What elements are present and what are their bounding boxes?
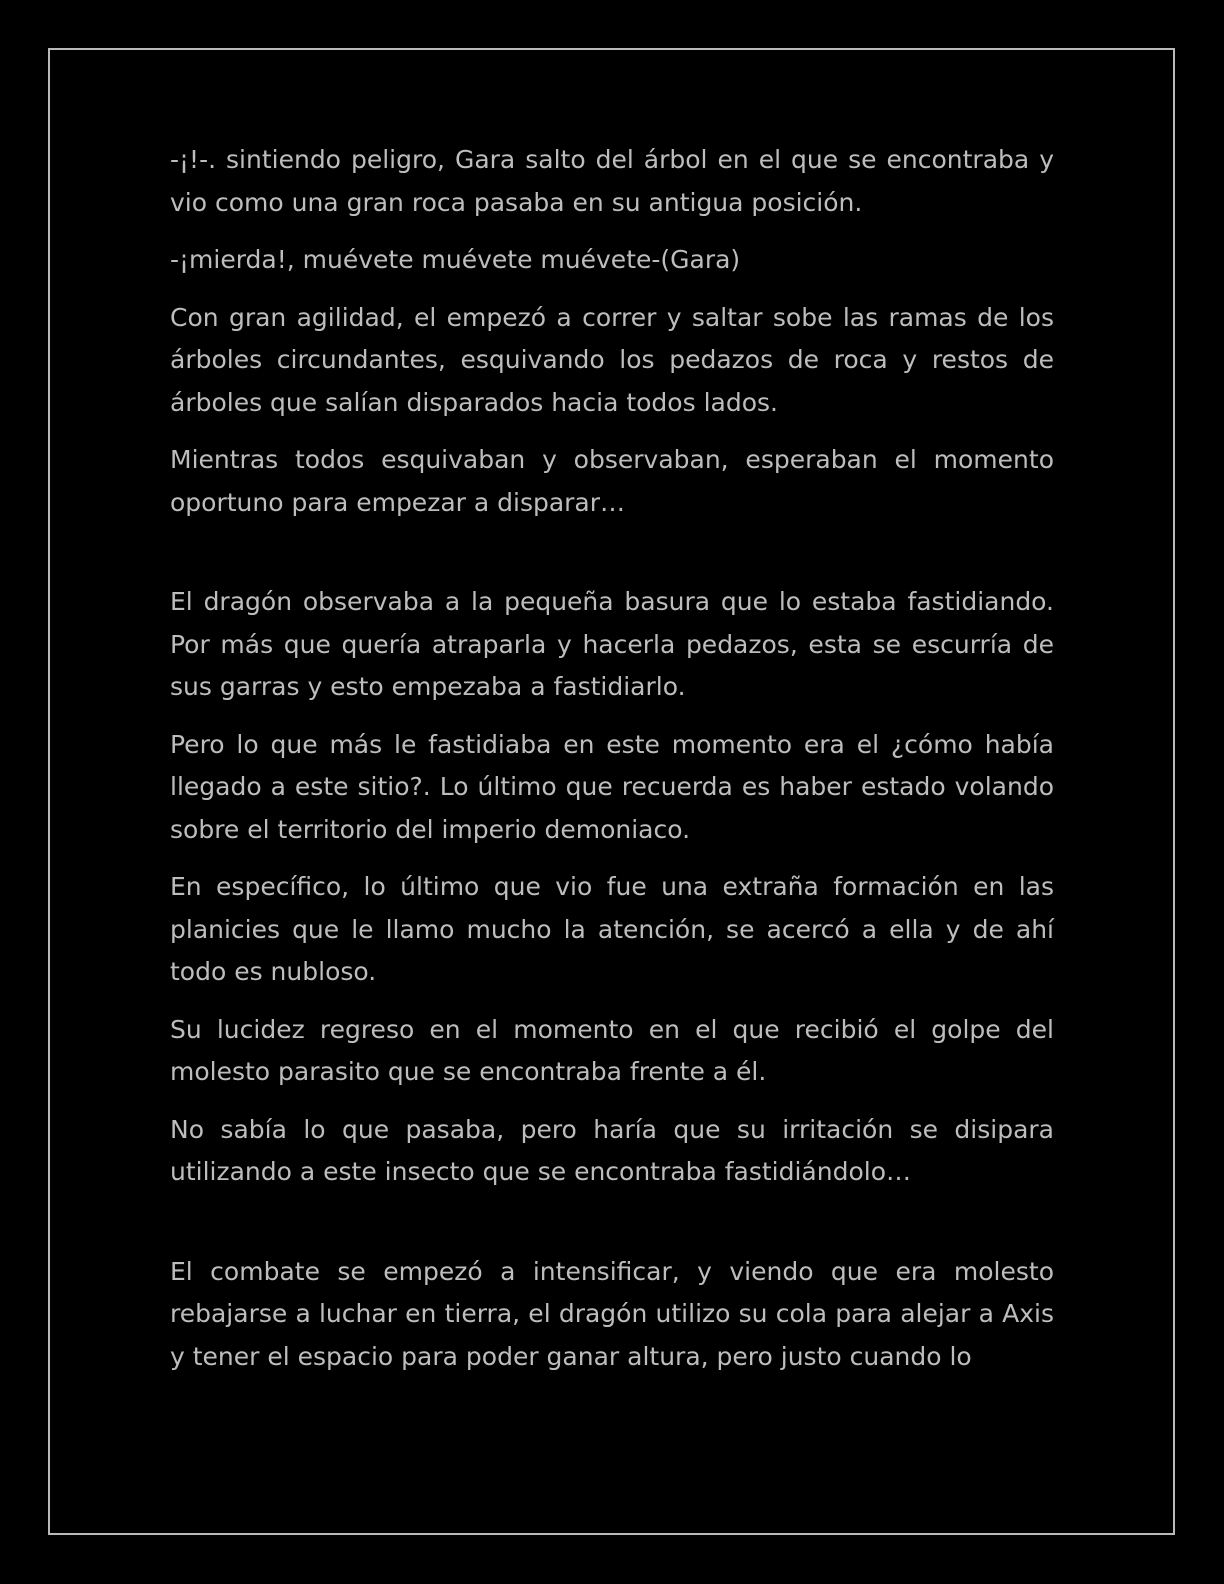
paragraph-7: En específico, lo último que vio fue una extraña formación en las planicies que le llamo mucho la atención, se acercó a ella y de ahí todo es nubloso.	[170, 872, 1054, 986]
paragraph-10: El combate se empezó a intensificar, y viendo que era molesto rebajarse a luchar en tierra, el dragón utilizo su cola para alejar a Axis y tener el espacio para poder ganar altura, pero justo cuando lo	[170, 1256, 1054, 1371]
paragraph-6: Pero lo que más le fastidiaba en este momento era el ¿cómo había llegado a este sitio?. Lo último que recuerda es haber estado volando sobre el territorio del imperio demoniaco.	[170, 729, 1054, 844]
paragraph-5: El dragón observaba a la pequeña basura que lo estaba fastidiando. Por más que quería atraparla y hacerla pedazos, esta se escurría de sus garras y esto empezaba a fastidiarlo.	[170, 587, 1054, 701]
paragraph-2: -¡mierda!, muévete muévete muévete-(Gara)	[170, 245, 741, 274]
paragraph-3: Con gran agilidad, el empezó a correr y saltar sobe las ramas de los árboles circundantes, esquivando los pedazos de roca y restos de árboles que salían disparados hacia todos lados.	[170, 302, 1054, 417]
paragraph-8: Su lucidez regreso en el momento en el que recibió el golpe del molesto parasito que se encontraba frente a él.	[170, 1014, 1054, 1086]
paragraph-4: Mientras todos esquivaban y observaban, esperaban el momento oportuno para empezar a disparar…	[170, 445, 1054, 517]
paragraph-1: -¡!-. sintiendo peligro, Gara salto del árbol en el que se encontraba y vio como una gran roca pasaba en su antigua posición.	[170, 145, 1054, 217]
paragraph-9: No sabía lo que pasaba, pero haría que su irritación se disipara utilizando a este insecto que se encontraba fastidiándolo…	[170, 1114, 1054, 1186]
story-text	[170, 139, 1054, 1393]
